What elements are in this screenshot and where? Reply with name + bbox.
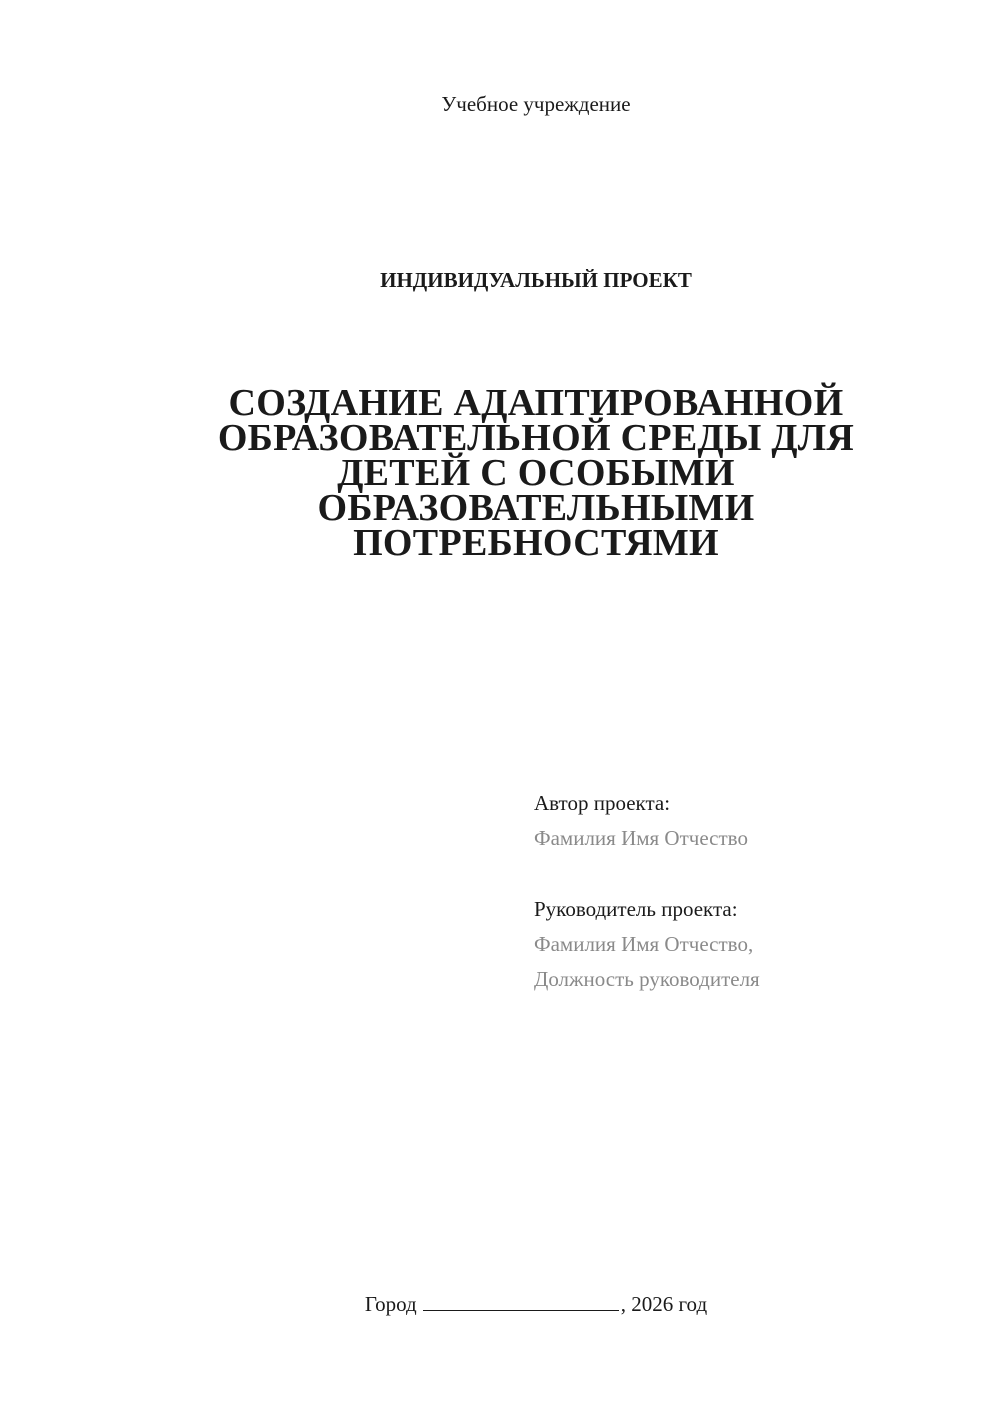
city-year-line <box>0 1290 1000 1317</box>
project-title-line: ОБРАЗОВАТЕЛЬНЫМИ <box>317 487 755 529</box>
project-title <box>200 382 872 564</box>
city-blank-line <box>423 1290 619 1311</box>
project-title-line: ОБРАЗОВАТЕЛЬНОЙ СРЕДЫ ДЛЯ <box>217 417 855 459</box>
author-block <box>534 786 748 856</box>
supervisor-name: Фамилия Имя Отчество, <box>534 932 754 956</box>
author-label: Автор проекта: <box>534 791 671 815</box>
city-label: Город <box>364 1292 417 1316</box>
author-name: Фамилия Имя Отчество <box>534 826 748 850</box>
supervisor-position: Должность руководителя <box>534 967 760 991</box>
project-title-line: ДЕТЕЙ С ОСОБЫМИ <box>337 452 735 494</box>
supervisor-block <box>534 892 760 997</box>
project-title-line: ПОТРЕБНОСТЯМИ <box>353 522 719 564</box>
institution-name: Учебное учреждение <box>441 92 631 116</box>
supervisor-label: Руководитель проекта: <box>534 897 738 921</box>
year-text: , 2026 год <box>620 1292 708 1316</box>
project-title-line: СОЗДАНИЕ АДАПТИРОВАННОЙ <box>228 382 844 424</box>
document-type: ИНДИВИДУАЛЬНЫЙ ПРОЕКТ <box>380 268 692 292</box>
